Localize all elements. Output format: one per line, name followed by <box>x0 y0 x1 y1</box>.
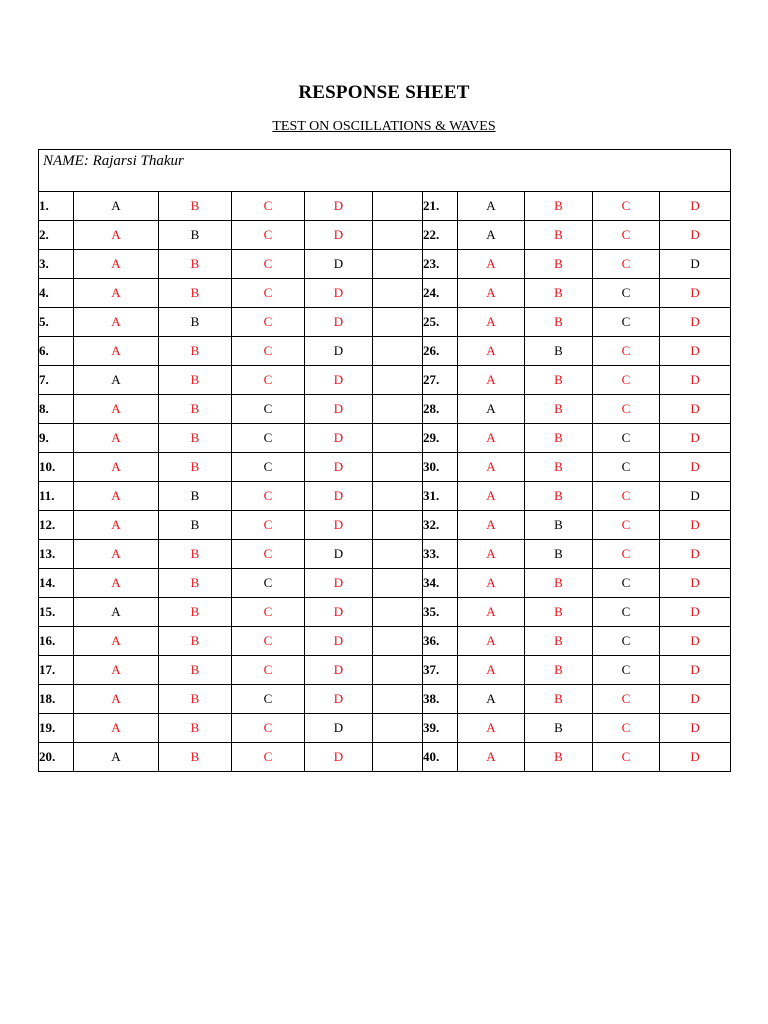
option-d[interactable]: D <box>660 337 731 366</box>
option-b[interactable]: B <box>525 743 593 772</box>
option-b[interactable]: B <box>159 453 232 482</box>
column-gap <box>373 279 423 308</box>
option-b[interactable]: B <box>525 279 593 308</box>
option-b[interactable]: B <box>159 366 232 395</box>
option-b[interactable]: B <box>159 250 232 279</box>
question-number: 25. <box>423 308 458 337</box>
table-row <box>39 279 731 308</box>
option-d[interactable]: D <box>660 685 731 714</box>
table-row <box>39 453 731 482</box>
option-d[interactable]: D <box>660 279 731 308</box>
question-number: 37. <box>423 656 458 685</box>
option-c[interactable]: C <box>232 714 305 743</box>
option-a[interactable]: A <box>458 656 525 685</box>
option-d[interactable]: D <box>305 192 373 221</box>
column-gap <box>373 743 423 772</box>
question-number: 19. <box>39 714 74 743</box>
question-number: 28. <box>423 395 458 424</box>
option-d[interactable]: D <box>660 308 731 337</box>
option-b[interactable]: B <box>159 482 232 511</box>
option-d[interactable]: D <box>305 598 373 627</box>
option-a[interactable]: A <box>74 366 159 395</box>
option-a[interactable]: A <box>74 656 159 685</box>
option-a[interactable]: A <box>458 424 525 453</box>
question-number: 30. <box>423 453 458 482</box>
table-row <box>39 598 731 627</box>
option-d[interactable]: D <box>660 453 731 482</box>
option-a[interactable]: A <box>458 250 525 279</box>
column-gap <box>373 685 423 714</box>
option-d[interactable]: D <box>660 366 731 395</box>
option-d[interactable]: D <box>660 714 731 743</box>
option-a[interactable]: A <box>458 453 525 482</box>
question-number: 5. <box>39 308 74 337</box>
option-d[interactable]: D <box>660 482 731 511</box>
column-gap <box>373 598 423 627</box>
question-number: 3. <box>39 250 74 279</box>
option-d[interactable]: D <box>660 627 731 656</box>
column-gap <box>373 656 423 685</box>
question-number: 6. <box>39 337 74 366</box>
option-c[interactable]: C <box>232 627 305 656</box>
option-b[interactable]: B <box>159 424 232 453</box>
option-c[interactable]: C <box>232 395 305 424</box>
question-number: 15. <box>39 598 74 627</box>
option-a[interactable]: A <box>74 685 159 714</box>
table-row <box>39 337 731 366</box>
question-number: 1. <box>39 192 74 221</box>
option-a[interactable]: A <box>74 424 159 453</box>
option-c[interactable]: C <box>232 685 305 714</box>
option-b[interactable]: B <box>159 395 232 424</box>
option-a[interactable]: A <box>458 569 525 598</box>
option-a[interactable]: A <box>74 743 159 772</box>
option-b[interactable]: B <box>159 511 232 540</box>
question-number: 33. <box>423 540 458 569</box>
option-d[interactable]: D <box>660 540 731 569</box>
option-c[interactable]: C <box>593 337 660 366</box>
option-c[interactable]: C <box>232 308 305 337</box>
option-d[interactable]: D <box>305 424 373 453</box>
option-a[interactable]: A <box>458 714 525 743</box>
option-d[interactable]: D <box>305 337 373 366</box>
option-d[interactable]: D <box>660 192 731 221</box>
option-b[interactable]: B <box>159 279 232 308</box>
option-c[interactable]: C <box>232 424 305 453</box>
option-d[interactable]: D <box>305 743 373 772</box>
question-number: 9. <box>39 424 74 453</box>
column-gap <box>373 250 423 279</box>
option-a[interactable]: A <box>74 540 159 569</box>
option-b[interactable]: B <box>525 656 593 685</box>
option-a[interactable]: A <box>458 685 525 714</box>
column-gap <box>373 337 423 366</box>
question-number: 29. <box>423 424 458 453</box>
option-c[interactable]: C <box>593 221 660 250</box>
question-number: 24. <box>423 279 458 308</box>
column-gap <box>373 627 423 656</box>
option-c[interactable]: C <box>593 540 660 569</box>
option-b[interactable]: B <box>525 482 593 511</box>
option-a[interactable]: A <box>458 598 525 627</box>
option-d[interactable]: D <box>305 540 373 569</box>
option-a[interactable]: A <box>74 569 159 598</box>
column-gap <box>373 714 423 743</box>
option-b[interactable]: B <box>525 308 593 337</box>
option-d[interactable]: D <box>660 250 731 279</box>
option-a[interactable]: A <box>74 221 159 250</box>
option-a[interactable]: A <box>458 221 525 250</box>
table-row <box>39 540 731 569</box>
option-c[interactable]: C <box>232 540 305 569</box>
column-gap <box>373 395 423 424</box>
option-c[interactable]: C <box>593 395 660 424</box>
option-d[interactable]: D <box>305 308 373 337</box>
table-row <box>39 366 731 395</box>
option-d[interactable]: D <box>305 569 373 598</box>
option-c[interactable]: C <box>593 511 660 540</box>
option-c[interactable]: C <box>593 627 660 656</box>
option-c[interactable]: C <box>232 569 305 598</box>
option-b[interactable]: B <box>525 221 593 250</box>
option-c[interactable]: C <box>593 685 660 714</box>
option-c[interactable]: C <box>593 192 660 221</box>
option-a[interactable]: A <box>458 308 525 337</box>
question-number: 16. <box>39 627 74 656</box>
option-a[interactable]: A <box>458 395 525 424</box>
table-row <box>39 482 731 511</box>
option-a[interactable]: A <box>74 192 159 221</box>
question-number: 40. <box>423 743 458 772</box>
option-a[interactable]: A <box>74 308 159 337</box>
option-a[interactable]: A <box>74 250 159 279</box>
option-d[interactable]: D <box>660 569 731 598</box>
option-a[interactable]: A <box>74 482 159 511</box>
column-gap <box>373 482 423 511</box>
option-c[interactable]: C <box>593 482 660 511</box>
table-row <box>39 714 731 743</box>
option-b[interactable]: B <box>525 569 593 598</box>
question-number: 8. <box>39 395 74 424</box>
table-row <box>39 192 731 221</box>
option-d[interactable]: D <box>660 511 731 540</box>
option-a[interactable]: A <box>74 279 159 308</box>
option-d[interactable]: D <box>305 482 373 511</box>
table-row <box>39 511 731 540</box>
table-row <box>39 569 731 598</box>
option-a[interactable]: A <box>458 540 525 569</box>
column-gap <box>373 540 423 569</box>
option-b[interactable]: B <box>525 598 593 627</box>
option-b[interactable]: B <box>159 569 232 598</box>
option-c[interactable]: C <box>232 221 305 250</box>
option-c[interactable]: C <box>232 511 305 540</box>
question-number: 20. <box>39 743 74 772</box>
table-row <box>39 627 731 656</box>
option-a[interactable]: A <box>458 337 525 366</box>
option-b[interactable]: B <box>159 598 232 627</box>
option-c[interactable]: C <box>593 424 660 453</box>
option-a[interactable]: A <box>458 743 525 772</box>
column-gap <box>373 192 423 221</box>
option-b[interactable]: B <box>159 656 232 685</box>
option-b[interactable]: B <box>525 685 593 714</box>
name-field[interactable]: NAME: Rajarsi Thakur <box>39 150 731 192</box>
question-number: 38. <box>423 685 458 714</box>
question-number: 34. <box>423 569 458 598</box>
column-gap <box>373 366 423 395</box>
option-a[interactable]: A <box>74 453 159 482</box>
option-c[interactable]: C <box>232 337 305 366</box>
question-number: 12. <box>39 511 74 540</box>
option-c[interactable]: C <box>232 656 305 685</box>
option-c[interactable]: C <box>593 714 660 743</box>
question-number: 4. <box>39 279 74 308</box>
sheet-subtitle: TEST ON OSCILLATIONS & WAVES <box>272 119 496 134</box>
option-c[interactable]: C <box>593 656 660 685</box>
option-b[interactable]: B <box>159 743 232 772</box>
option-c[interactable]: C <box>593 279 660 308</box>
option-a[interactable]: A <box>458 627 525 656</box>
column-gap <box>373 511 423 540</box>
table-row <box>39 424 731 453</box>
option-d[interactable]: D <box>305 366 373 395</box>
column-gap <box>373 424 423 453</box>
option-b[interactable]: B <box>525 714 593 743</box>
option-b[interactable]: B <box>525 511 593 540</box>
option-b[interactable]: B <box>525 366 593 395</box>
option-d[interactable]: D <box>305 453 373 482</box>
option-c[interactable]: C <box>232 598 305 627</box>
option-d[interactable]: D <box>660 656 731 685</box>
column-gap <box>373 569 423 598</box>
option-b[interactable]: B <box>159 221 232 250</box>
question-number: 39. <box>423 714 458 743</box>
option-b[interactable]: B <box>525 250 593 279</box>
option-c[interactable]: C <box>593 743 660 772</box>
option-c[interactable]: C <box>593 366 660 395</box>
question-number: 36. <box>423 627 458 656</box>
option-a[interactable]: A <box>458 511 525 540</box>
option-b[interactable]: B <box>525 337 593 366</box>
option-c[interactable]: C <box>593 250 660 279</box>
option-d[interactable]: D <box>305 511 373 540</box>
question-number: 32. <box>423 511 458 540</box>
option-c[interactable]: C <box>593 308 660 337</box>
option-a[interactable]: A <box>74 511 159 540</box>
response-table <box>38 149 731 772</box>
question-number: 21. <box>423 192 458 221</box>
sheet-title: RESPONSE SHEET <box>298 82 470 103</box>
option-b[interactable]: B <box>525 424 593 453</box>
option-d[interactable]: D <box>305 656 373 685</box>
option-c[interactable]: C <box>593 598 660 627</box>
option-c[interactable]: C <box>232 453 305 482</box>
option-b[interactable]: B <box>525 540 593 569</box>
table-row <box>39 395 731 424</box>
question-number: 35. <box>423 598 458 627</box>
option-a[interactable]: A <box>458 279 525 308</box>
column-gap <box>373 453 423 482</box>
option-d[interactable]: D <box>660 743 731 772</box>
table-row <box>39 743 731 772</box>
column-gap <box>373 221 423 250</box>
option-c[interactable]: C <box>593 569 660 598</box>
option-c[interactable]: C <box>232 192 305 221</box>
option-b[interactable]: B <box>525 395 593 424</box>
option-d[interactable]: D <box>660 221 731 250</box>
option-b[interactable]: B <box>159 540 232 569</box>
question-number: 10. <box>39 453 74 482</box>
option-d[interactable]: D <box>305 250 373 279</box>
option-d[interactable]: D <box>305 714 373 743</box>
option-b[interactable]: B <box>159 714 232 743</box>
option-a[interactable]: A <box>74 395 159 424</box>
question-number: 13. <box>39 540 74 569</box>
option-a[interactable]: A <box>74 714 159 743</box>
option-a[interactable]: A <box>74 627 159 656</box>
table-row <box>39 656 731 685</box>
option-c[interactable]: C <box>232 250 305 279</box>
question-number: 2. <box>39 221 74 250</box>
option-d[interactable]: D <box>305 221 373 250</box>
table-row <box>39 308 731 337</box>
option-b[interactable]: B <box>159 685 232 714</box>
question-number: 31. <box>423 482 458 511</box>
table-row <box>39 221 731 250</box>
option-b[interactable]: B <box>525 453 593 482</box>
option-c[interactable]: C <box>232 366 305 395</box>
table-row <box>39 250 731 279</box>
question-number: 18. <box>39 685 74 714</box>
option-c[interactable]: C <box>232 743 305 772</box>
option-b[interactable]: B <box>159 308 232 337</box>
question-number: 17. <box>39 656 74 685</box>
table-row <box>39 685 731 714</box>
option-d[interactable]: D <box>660 424 731 453</box>
option-b[interactable]: B <box>159 337 232 366</box>
option-c[interactable]: C <box>593 453 660 482</box>
option-a[interactable]: A <box>74 337 159 366</box>
option-b[interactable]: B <box>525 192 593 221</box>
question-number: 11. <box>39 482 74 511</box>
option-d[interactable]: D <box>660 598 731 627</box>
option-d[interactable]: D <box>305 279 373 308</box>
name-row <box>39 150 731 192</box>
option-a[interactable]: A <box>458 192 525 221</box>
option-b[interactable]: B <box>159 192 232 221</box>
question-number: 7. <box>39 366 74 395</box>
column-gap <box>373 308 423 337</box>
option-a[interactable]: A <box>74 598 159 627</box>
option-c[interactable]: C <box>232 279 305 308</box>
option-d[interactable]: D <box>305 627 373 656</box>
question-number: 22. <box>423 221 458 250</box>
option-b[interactable]: B <box>525 627 593 656</box>
question-number: 14. <box>39 569 74 598</box>
option-d[interactable]: D <box>305 685 373 714</box>
option-b[interactable]: B <box>159 627 232 656</box>
option-d[interactable]: D <box>660 395 731 424</box>
option-d[interactable]: D <box>305 395 373 424</box>
question-number: 27. <box>423 366 458 395</box>
question-number: 23. <box>423 250 458 279</box>
option-c[interactable]: C <box>232 482 305 511</box>
option-a[interactable]: A <box>458 482 525 511</box>
question-number: 26. <box>423 337 458 366</box>
option-a[interactable]: A <box>458 366 525 395</box>
